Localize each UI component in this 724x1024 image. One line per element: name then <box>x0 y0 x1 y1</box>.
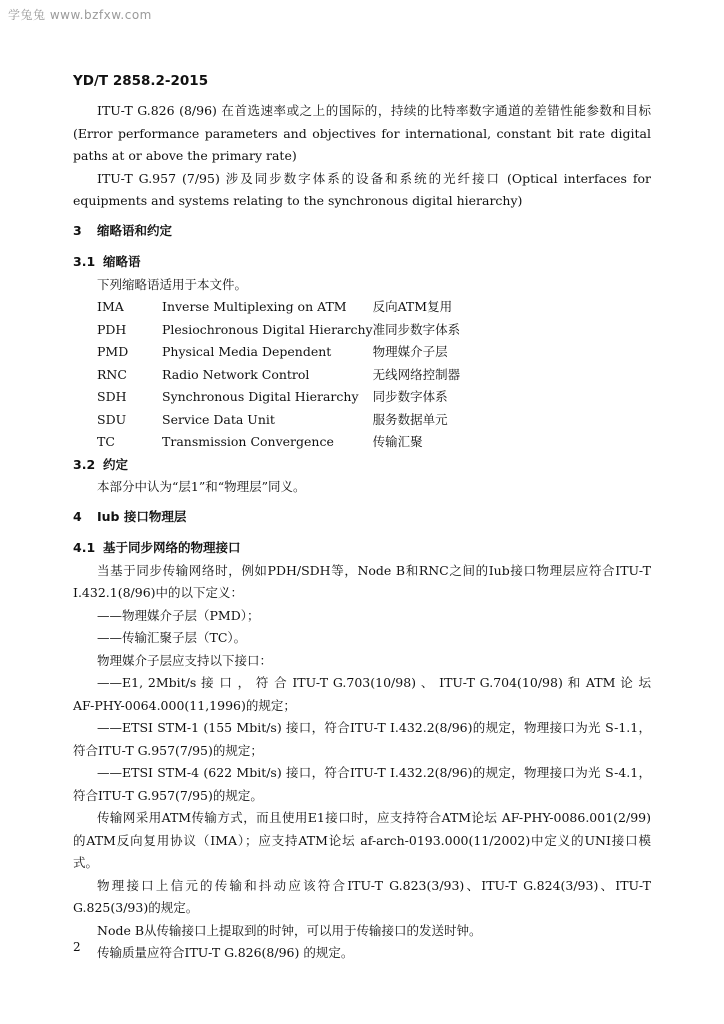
english-term-cell: Transmission Convergence <box>162 434 334 449</box>
abbr-cell: IMA <box>97 299 124 314</box>
section-3-1-heading <box>73 251 651 274</box>
chinese-term-cell: 服务数据单元 <box>372 411 448 427</box>
table-row <box>97 341 460 364</box>
abbreviations-table <box>97 296 460 454</box>
dash-item-stm4: ——ETSI STM-4 (622 Mbit/s) 接口，符合ITU-T I.432.2(8/96)的规定，物理接口为光 S-4.1，符合ITU-T G.957(7/95)的规定。 <box>73 765 651 803</box>
paragraph: 物理接口上信元的传输和抖动应该符合ITU-T G.823(3/93)、ITU-T G.824(3/93)、ITU-T G.825(3/93)的规定。 <box>73 877 651 915</box>
paragraph: 传输网采用ATM传输方式，而且使用E1接口时，应支持符合ATM论坛 AF-PHY-0086.001(2/99)的ATM反向复用协议（IMA）；应支持ATM论坛 af-arch-0193.000(11/2002)中定义的UNI接口模式。 <box>73 810 651 870</box>
section-3-2-heading <box>73 454 651 477</box>
abbr-cell: TC <box>97 434 115 449</box>
chinese-term-cell: 物理媒介子层 <box>372 344 448 359</box>
english-term-cell: Plesiochronous Digital Hierarchy <box>162 321 373 337</box>
paragraph: Node B从传输接口上提取到的时钟，可以用于传输接口的发送时钟。 <box>97 922 482 938</box>
paragraph: 传输质量应符合ITU-T G.826(8/96) 的规定。 <box>97 945 354 960</box>
english-term-cell: Radio Network Control <box>162 366 310 382</box>
chinese-term-cell: 反向ATM复用 <box>372 299 453 314</box>
abbr-cell: PDH <box>97 321 127 337</box>
paragraph: 物理媒介子层应支持以下接口： <box>97 652 273 668</box>
dash-item: ——传输汇聚子层（TC）。 <box>97 630 247 645</box>
chinese-term-cell: 无线网络控制器 <box>372 366 461 382</box>
section-number: 3.2 <box>73 456 96 472</box>
section-title: Iub 接口物理层 <box>97 508 187 524</box>
dash-item-e1: ——E1, 2Mbit/s 接 口 ， 符 合 ITU-T G.703(10/98) 、 ITU-T G.704(10/98) 和 ATM 论 坛 <box>97 675 651 690</box>
section-title: 约定 <box>103 456 129 472</box>
section-4-heading <box>73 506 651 529</box>
section-number: 4.1 <box>73 540 96 555</box>
english-term-cell: Inverse Multiplexing on ATM <box>162 299 347 314</box>
section-number: 3 <box>73 222 82 238</box>
table-row <box>97 319 460 342</box>
abbr-cell: RNC <box>97 366 127 382</box>
document-body <box>73 100 651 965</box>
reference-g826: ITU-T G.826 (8/96) 在首选速率或之上的国际的，持续的比特率数字通道的差错性能参数和目标(Error performance parameters and objectives for international, constant bit rate digital paths at or above the primary rate) <box>73 103 651 163</box>
section-number: 3.1 <box>73 254 96 269</box>
section-3-heading <box>73 220 651 243</box>
section-number: 4 <box>73 508 82 524</box>
reference-g957: ITU-T G.957 (7/95) 涉及同步数字体系的设备和系统的光纤接口 (Optical interfaces for equipments and systems relating to the synchronous digital hierarchy) <box>73 170 651 208</box>
table-row <box>97 364 460 387</box>
english-term-cell: Service Data Unit <box>162 411 275 427</box>
table-row <box>97 409 460 432</box>
dash-item-stm1: ——ETSI STM-1 (155 Mbit/s) 接口，符合ITU-T I.432.2(8/96)的规定，物理接口为光 S-1.1，符合ITU-T G.957(7/95)的规定； <box>73 720 651 758</box>
section-title: 基于同步网络的物理接口 <box>103 540 241 555</box>
english-term-cell: Synchronous Digital Hierarchy <box>162 389 359 404</box>
document-header: YD/T 2858.2-2015 <box>73 73 209 89</box>
chinese-term-cell: 准同步数字体系 <box>372 321 461 337</box>
table-row <box>97 296 460 319</box>
dash-item: ——物理媒介子层（PMD）； <box>97 607 260 623</box>
abbr-cell: SDH <box>97 389 127 404</box>
chinese-term-cell: 传输汇聚 <box>372 434 423 449</box>
dash-item-e1-continuation: AF-PHY-0064.000(11,1996)的规定； <box>73 697 296 713</box>
page-number: 2 <box>73 940 81 954</box>
table-row <box>97 431 460 454</box>
abbr-cell: PMD <box>97 344 129 359</box>
chinese-term-cell: 同步数字体系 <box>372 389 448 404</box>
section-4-1-heading <box>73 537 651 560</box>
section-title: 缩略语 <box>103 254 141 269</box>
english-term-cell: Physical Media Dependent <box>162 344 332 359</box>
section-title: 缩略语和约定 <box>97 222 173 238</box>
table-row <box>97 386 460 409</box>
watermark: 学兔兔 www.bzfxw.com <box>8 8 152 22</box>
abbreviations-intro: 下列缩略语适用于本文件。 <box>97 276 248 292</box>
convention-text: 本部分中认为“层1”和“物理层”同义。 <box>97 479 306 494</box>
abbr-cell: SDU <box>97 411 127 427</box>
paragraph: 当基于同步传输网络时，例如PDH/SDH等，Node B和RNC之间的Iub接口物理层应符合ITU-T I.432.1(8/96)中的以下定义： <box>73 562 651 600</box>
